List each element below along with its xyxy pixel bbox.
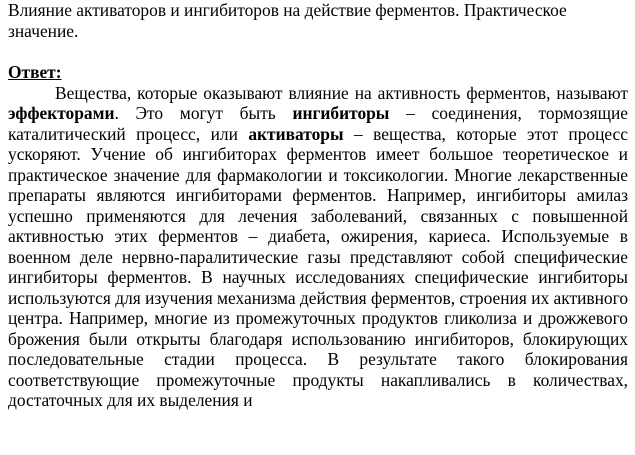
- answer-text-part-4: – вещества, которые этот процесс ускоряют. Учение об ингибиторах ферментов имеет большое теоретическое и практическое значение для фармакологии и токсикологии. Многие лекарственные препараты являются ингибиторами ферментов. Например, ингибиторы амилаз успешно применяются для лечения заболеваний, связанных с повышенной активностью этих ферментов – диабета, ожирения, кариеса. Используемые в военном деле нервно-паралитические газы представляют собой специфические ингибиторы ферментов. В научных исследованиях специфические ингибиторы используются для изучения механизма действия ферментов, строения их активного центра. Например, многие из промежуточных продуктов гликолиза и дрожжевого брожения были открыты благодаря использованию ингибиторов, блокирующих последовательные стадии процесса. В результате такого блокирования соответствующие промежуточные продукты накапливались в количествах, достаточных для их выделения и: [8, 123, 629, 410]
- answer-text-part-3: – соединения, тормозящие каталитический процесс, или: [8, 103, 628, 144]
- answer-heading: Ответ:: [8, 62, 62, 82]
- question-text: Влияние активаторов и ингибиторов на действие ферментов. Практическое значение.: [8, 0, 567, 41]
- document-page: [8, 0, 628, 411]
- term-activators: активаторы: [248, 123, 344, 144]
- answer-paragraph: [8, 83, 628, 411]
- answer-text-part-2: . Это могут быть: [114, 103, 293, 123]
- term-effectors: эффекторами: [8, 103, 115, 123]
- answer-text-part-1: Вещества, которые оказывают влияние на активность ферментов, называют: [55, 82, 628, 103]
- term-inhibitors: ингибиторы: [292, 103, 390, 123]
